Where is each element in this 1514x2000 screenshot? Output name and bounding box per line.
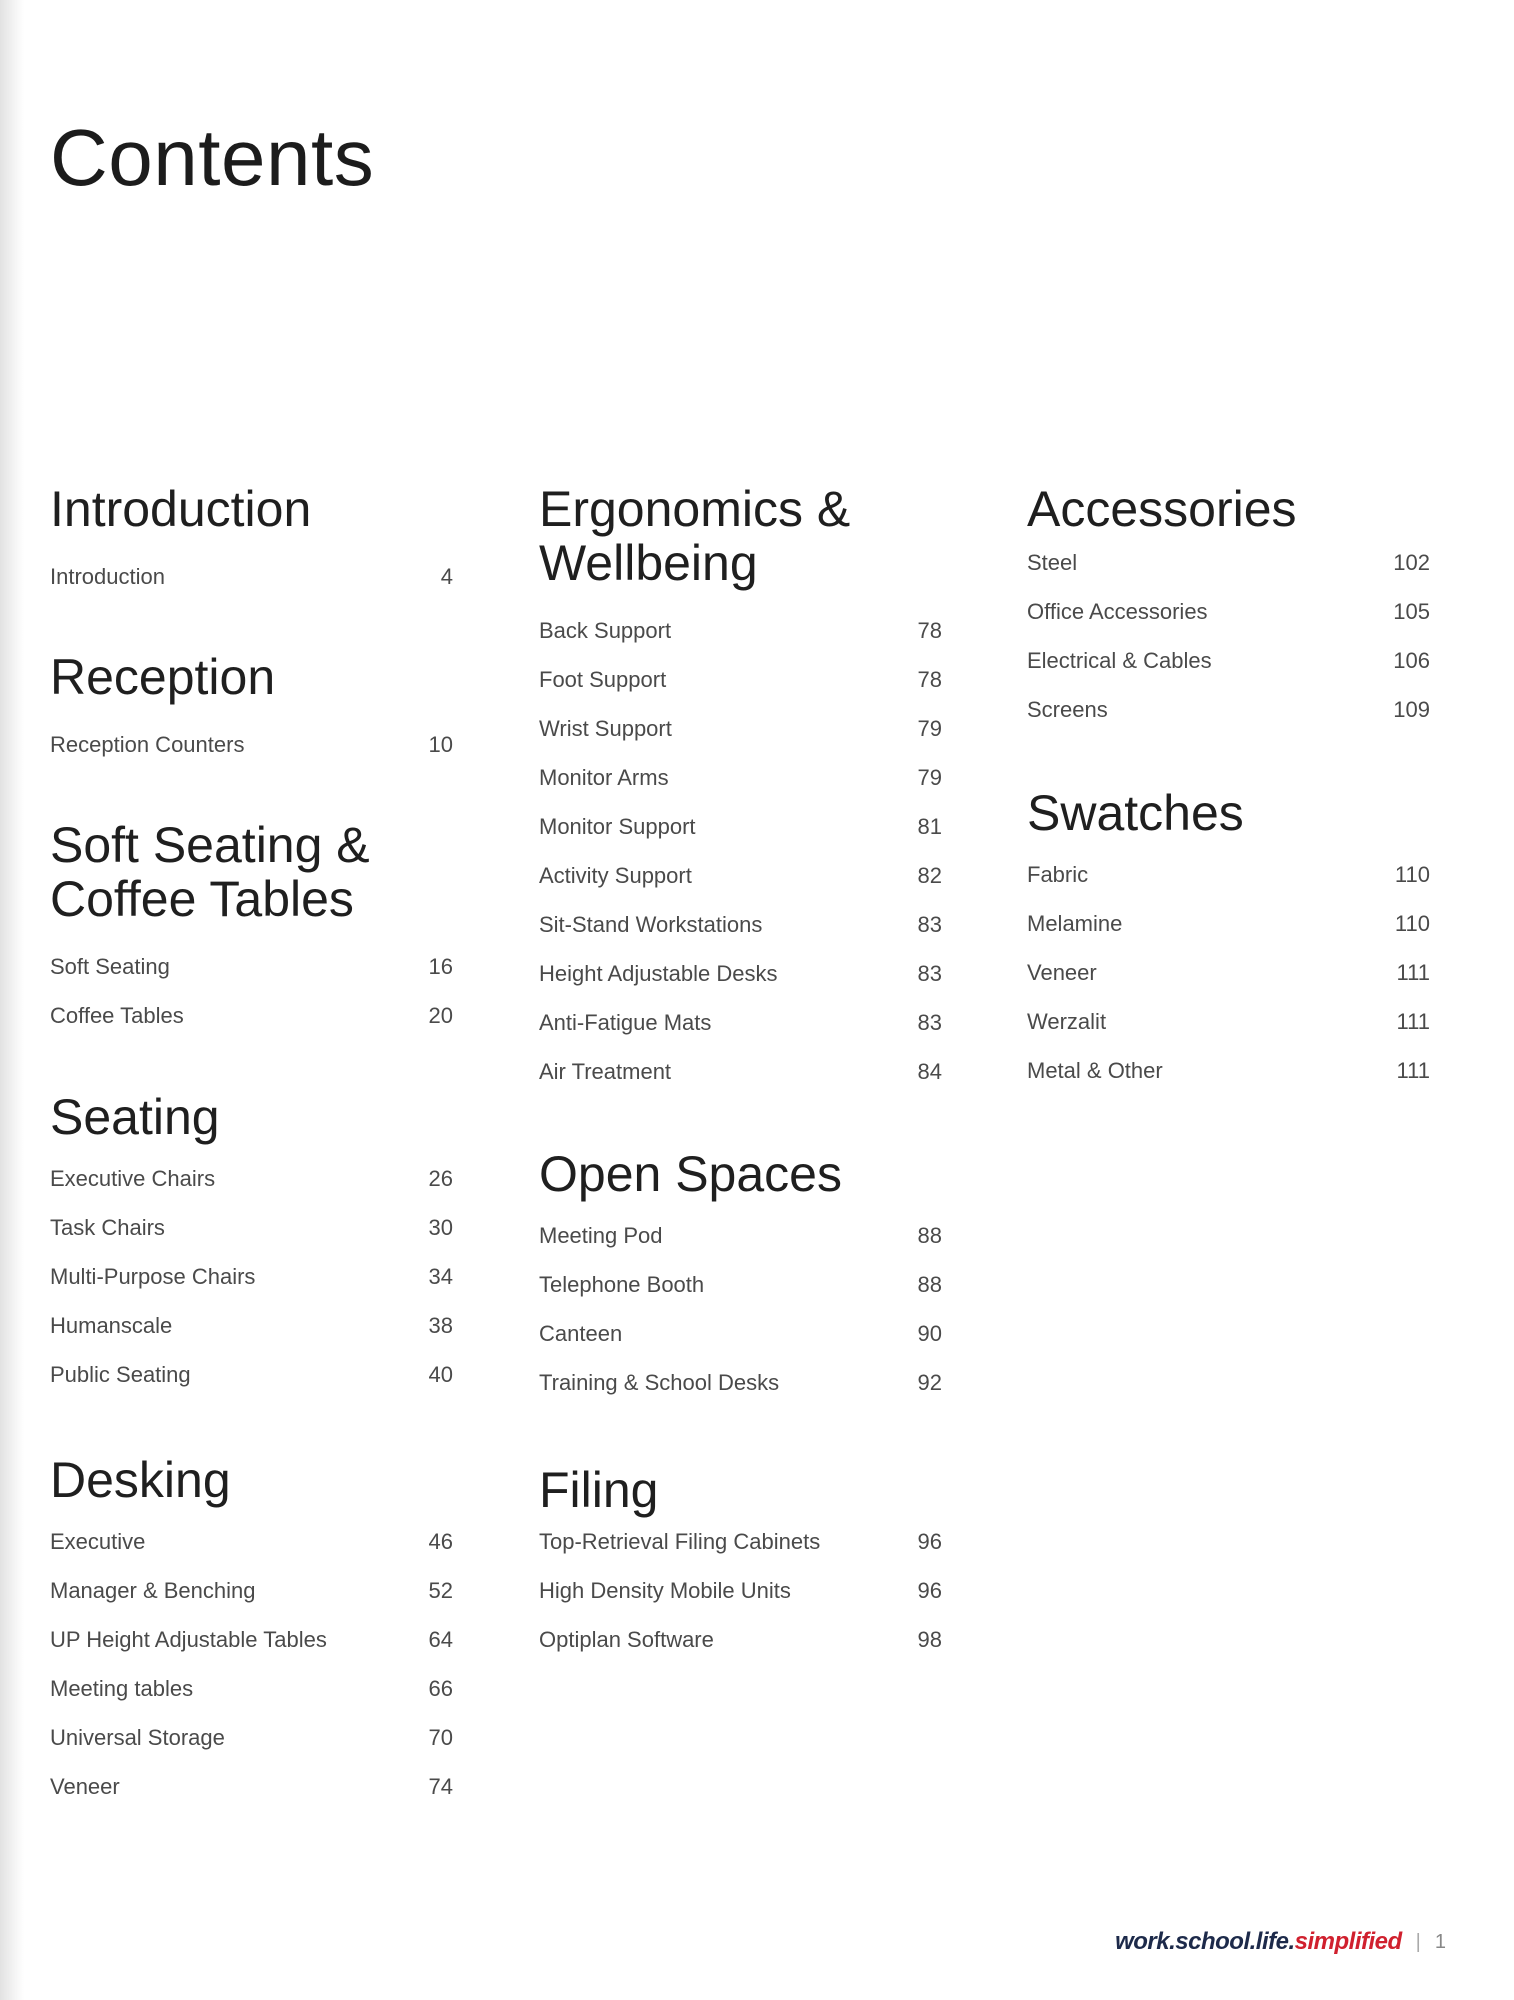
section-seating [50, 1090, 453, 1399]
toc-entry-page: 88 [917, 1271, 942, 1297]
toc-entry-label: Telephone Booth [539, 1271, 705, 1297]
toc-entry[interactable] [1027, 1046, 1430, 1095]
section-accessories [1027, 482, 1430, 734]
section-items [50, 1154, 453, 1399]
toc-entry-page: 96 [917, 1577, 942, 1603]
section-items [539, 606, 942, 1096]
toc-entry[interactable] [539, 655, 942, 704]
toc-entry[interactable] [50, 991, 453, 1040]
toc-entry-page: 66 [428, 1675, 453, 1701]
toc-entry-page: 83 [917, 960, 942, 986]
toc-entry[interactable] [50, 1713, 453, 1762]
toc-entry[interactable] [50, 1615, 453, 1664]
section-items [50, 942, 453, 1040]
toc-entry-label: Melamine [1027, 910, 1123, 936]
toc-entry-page: 111 [1396, 1008, 1430, 1034]
toc-entry-label: Coffee Tables [50, 1002, 184, 1028]
toc-entry-page: 110 [1394, 861, 1430, 887]
section-title: Seating [50, 1089, 220, 1145]
toc-entry-page: 82 [917, 862, 942, 888]
toc-entry-page: 64 [428, 1626, 453, 1652]
toc-entry-page: 106 [1393, 647, 1430, 673]
toc-entry-label: Monitor Support [539, 813, 696, 839]
toc-entry-page: 40 [428, 1361, 453, 1387]
toc-entry-page: 70 [428, 1724, 453, 1750]
toc-entry[interactable] [50, 1517, 453, 1566]
section-filing [539, 1463, 942, 1664]
toc-entry-label: Optiplan Software [539, 1626, 714, 1652]
toc-entry-page: 102 [1393, 549, 1430, 575]
toc-entry[interactable] [1027, 899, 1430, 948]
section-items [50, 720, 453, 769]
toc-entry[interactable] [50, 1252, 453, 1301]
toc-entry[interactable] [539, 1358, 942, 1407]
toc-entry[interactable] [539, 998, 942, 1047]
toc-entry[interactable] [1027, 997, 1430, 1046]
toc-entry-label: Public Seating [50, 1361, 191, 1387]
section-title: Swatches [1027, 785, 1244, 841]
section-soft-seating [50, 818, 453, 1040]
toc-entry[interactable] [539, 1517, 942, 1566]
section-items [1027, 850, 1430, 1095]
toc-entry-page: 92 [917, 1369, 942, 1395]
toc-entry-label: Humanscale [50, 1312, 173, 1338]
page-footer [1115, 1928, 1446, 1956]
toc-entry[interactable] [539, 949, 942, 998]
toc-entry-label: Meeting Pod [539, 1222, 663, 1248]
section-ergonomics [539, 482, 942, 1096]
toc-entry-label: Back Support [539, 617, 672, 643]
section-items [539, 1517, 942, 1664]
section-swatches [1027, 786, 1430, 1095]
toc-entry[interactable] [539, 1615, 942, 1664]
toc-entry-label: Universal Storage [50, 1724, 225, 1750]
toc-entry-page: 79 [917, 764, 942, 790]
toc-entry[interactable] [50, 942, 453, 991]
toc-entry-page: 110 [1394, 910, 1430, 936]
toc-entry-label: Office Accessories [1027, 598, 1208, 624]
toc-entry-label: Executive Chairs [50, 1165, 216, 1191]
toc-entry-label: Height Adjustable Desks [539, 960, 778, 986]
brand-tagline-main: work.school.life. [1115, 1928, 1295, 1955]
toc-entry-label: Sit-Stand Workstations [539, 911, 763, 937]
toc-entry-label: Air Treatment [539, 1058, 672, 1084]
toc-entry-label: Anti-Fatigue Mats [539, 1009, 712, 1035]
toc-entry-label: Veneer [1027, 959, 1097, 985]
section-items [50, 1517, 453, 1811]
toc-entry-page: 84 [917, 1058, 942, 1084]
toc-entry-label: Metal & Other [1027, 1057, 1163, 1083]
toc-entry-label: Screens [1027, 696, 1108, 722]
toc-entry-label: Werzalit [1027, 1008, 1107, 1034]
toc-entry-page: 34 [428, 1263, 453, 1289]
section-title: Accessories [1027, 481, 1297, 537]
toc-entry-page: 111 [1396, 1057, 1430, 1083]
toc-entry-label: Fabric [1027, 861, 1089, 887]
toc-entry-label: Foot Support [539, 666, 667, 692]
toc-entry[interactable] [1027, 587, 1430, 636]
page-edge-shadow [0, 0, 24, 2000]
toc-entry-page: 78 [917, 617, 942, 643]
section-introduction [50, 482, 453, 601]
toc-entry-page: 109 [1393, 696, 1430, 722]
section-title: Filing [539, 1462, 659, 1518]
section-items [1027, 538, 1430, 734]
toc-entry[interactable] [50, 1664, 453, 1713]
toc-entry-page: 30 [428, 1214, 453, 1240]
toc-entry[interactable] [539, 606, 942, 655]
toc-entry[interactable] [1027, 538, 1430, 587]
section-title: Ergonomics & Wellbeing [539, 481, 851, 591]
toc-entry-page: 52 [428, 1577, 453, 1603]
toc-entry-page: 20 [428, 1002, 453, 1028]
toc-entry-label: Meeting tables [50, 1675, 194, 1701]
toc-entry-page: 78 [917, 666, 942, 692]
toc-entry[interactable] [50, 1350, 453, 1399]
toc-entry[interactable] [539, 704, 942, 753]
toc-entry-page: 4 [440, 563, 453, 589]
toc-entry-label: Executive [50, 1528, 146, 1554]
toc-entry-label: Training & School Desks [539, 1369, 780, 1395]
toc-entry[interactable] [539, 1260, 942, 1309]
section-desking [50, 1453, 453, 1811]
toc-entry-page: 111 [1396, 959, 1430, 985]
toc-entry[interactable] [50, 1762, 453, 1811]
toc-entry[interactable] [539, 1309, 942, 1358]
section-title: Soft Seating & Coffee Tables [50, 817, 370, 927]
toc-entry[interactable] [50, 1566, 453, 1615]
toc-entry-page: 16 [428, 953, 453, 979]
toc-entry-page: 38 [428, 1312, 453, 1338]
toc-entry-label: Activity Support [539, 862, 692, 888]
toc-entry-label: Wrist Support [539, 715, 672, 741]
toc-entry-label: Steel [1027, 549, 1078, 575]
toc-entry[interactable] [539, 1566, 942, 1615]
toc-entry-label: Veneer [50, 1773, 120, 1799]
toc-entry-page: 79 [917, 715, 942, 741]
toc-entry[interactable] [50, 720, 453, 769]
toc-entry-page: 96 [917, 1528, 942, 1554]
page-title: Contents [50, 113, 375, 202]
brand-tagline-accent: simplified [1294, 1928, 1402, 1955]
toc-entry-label: Top-Retrieval Filing Cabinets [539, 1528, 821, 1554]
toc-entry-label: Manager & Benching [50, 1577, 256, 1603]
toc-entry-page: 90 [917, 1320, 942, 1346]
toc-entry[interactable] [1027, 948, 1430, 997]
toc-entry[interactable] [50, 1301, 453, 1350]
toc-entry-label: Canteen [539, 1320, 623, 1346]
footer-separator: | [1415, 1930, 1421, 1953]
toc-entry-page: 88 [917, 1222, 942, 1248]
toc-entry-label: Soft Seating [50, 953, 170, 979]
section-title: Introduction [50, 481, 312, 537]
toc-entry[interactable] [1027, 636, 1430, 685]
brand-tagline [1115, 1928, 1402, 1956]
toc-entry-page: 98 [917, 1626, 942, 1652]
toc-entry-label: UP Height Adjustable Tables [50, 1626, 327, 1652]
toc-entry-page: 46 [428, 1528, 453, 1554]
toc-entry[interactable] [539, 851, 942, 900]
toc-entry-page: 83 [917, 911, 942, 937]
toc-entry-page: 105 [1393, 598, 1430, 624]
toc-entry-page: 83 [917, 1009, 942, 1035]
toc-entry-page: 26 [428, 1165, 453, 1191]
toc-entry-page: 74 [428, 1773, 453, 1799]
toc-entry-page: 81 [917, 813, 942, 839]
toc-entry[interactable] [539, 900, 942, 949]
toc-entry[interactable] [1027, 685, 1430, 734]
toc-entry-label: Task Chairs [50, 1214, 165, 1240]
toc-entry[interactable] [1027, 850, 1430, 899]
section-items [539, 1211, 942, 1407]
toc-entry[interactable] [539, 1047, 942, 1096]
section-title: Reception [50, 649, 276, 705]
section-items [50, 552, 453, 601]
toc-entry[interactable] [50, 552, 453, 601]
section-title: Open Spaces [539, 1146, 842, 1202]
section-open-spaces [539, 1147, 942, 1407]
toc-entry-label: Electrical & Cables [1027, 647, 1212, 673]
toc-entry[interactable] [50, 1154, 453, 1203]
toc-entry-label: Multi-Purpose Chairs [50, 1263, 256, 1289]
section-reception [50, 650, 453, 769]
toc-entry-label: Monitor Arms [539, 764, 669, 790]
toc-entry-page: 10 [428, 731, 453, 757]
toc-entry-label: Introduction [50, 563, 165, 589]
toc-entry[interactable] [539, 1211, 942, 1260]
toc-entry[interactable] [539, 753, 942, 802]
toc-entry-label: Reception Counters [50, 731, 245, 757]
toc-entry[interactable] [539, 802, 942, 851]
toc-entry-label: High Density Mobile Units [539, 1577, 791, 1603]
section-title: Desking [50, 1452, 231, 1508]
page-number: 1 [1434, 1930, 1446, 1953]
toc-entry[interactable] [50, 1203, 453, 1252]
